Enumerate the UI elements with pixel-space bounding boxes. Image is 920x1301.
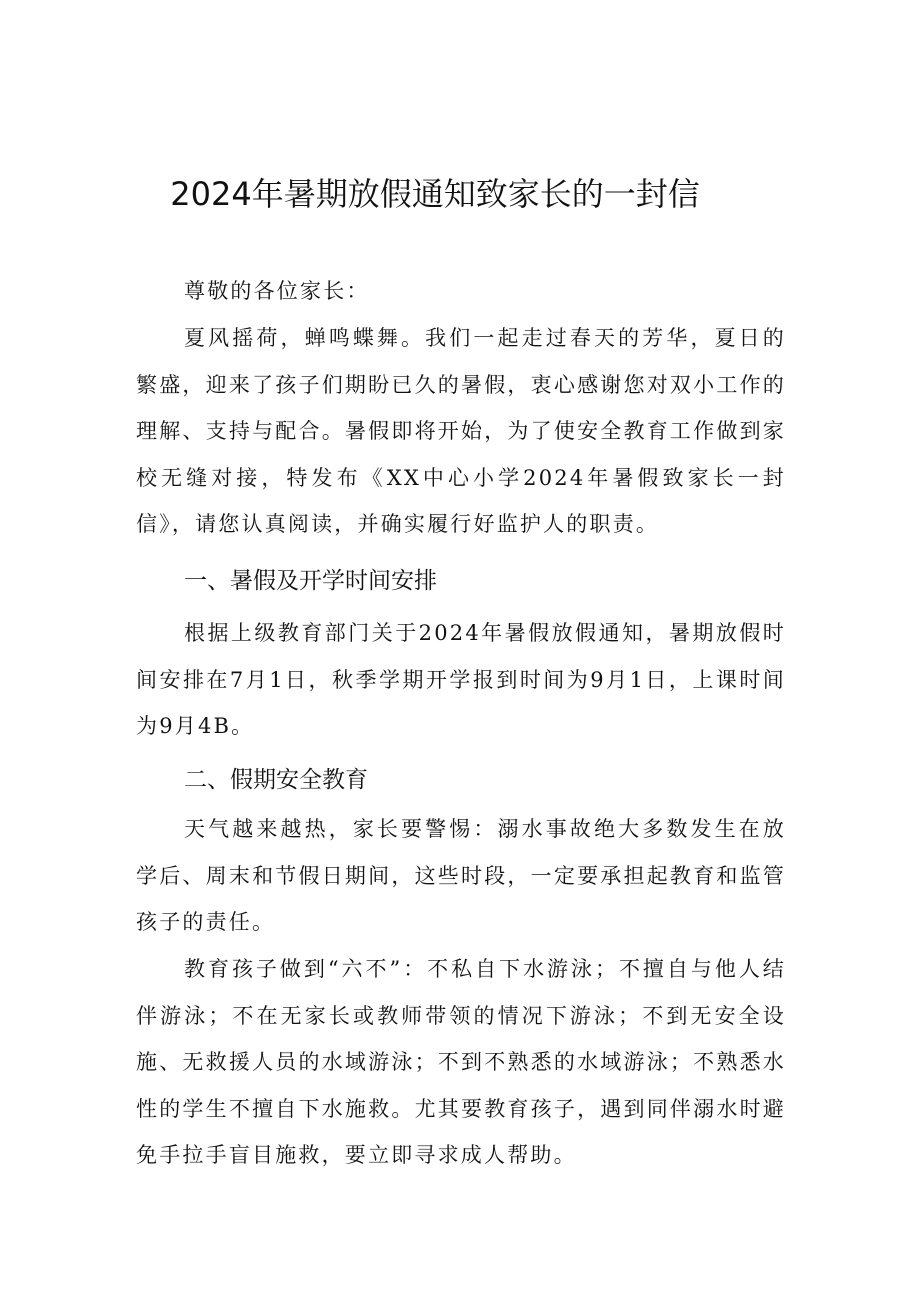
section-heading-safety: 二、假期安全教育 [184, 767, 368, 793]
intro-paragraph: 夏风摇荷，蝉鸣蝶舞。我们一起走过春天的芳华，夏日的繁盛，迎来了孩子们期盼已久的暑假，衷心感谢您对双小工作的理解、支持与配合。暑假即将开始，为了使安全教育工作做到家校无缝对接，特发布《XX中心小学2024年暑假致家长一封信》，请您认真阅读，并确实履行好监护人的职责。 [136, 326, 786, 536]
document-title: 2024年暑期放假通知致家长的一封信 [170, 175, 700, 213]
safety-paragraph-warning: 天气越来越热，家长要警惕：溺水事故绝大多数发生在放学后、周末和节假日期间，这些时段，一定要承担起教育和监管孩子的责任。 [136, 817, 786, 934]
salutation: 尊敬的各位家长： [184, 279, 370, 303]
section-heading-schedule: 一、暑假及开学时间安排 [184, 568, 437, 594]
safety-paragraph-six-rules: 教育孩子做到“六不”：不私自下水游泳；不擅自与他人结伴游泳；不在无家长或教师带领的情况下游泳；不到无安全设施、无救援人员的水域游泳；不到不熟悉的水域游泳；不熟悉水性的学生不擅自下水施救。尤其要教育孩子，遇到同伴溺水时避免手拉手盲目施救，要立即寻求成人帮助。 [136, 957, 786, 1167]
schedule-paragraph: 根据上级教育部门关于2024年暑假放假通知，暑期放假时间安排在7月1日，秋季学期开学报到时间为9月1日，上课时间为9月4B。 [136, 621, 786, 738]
